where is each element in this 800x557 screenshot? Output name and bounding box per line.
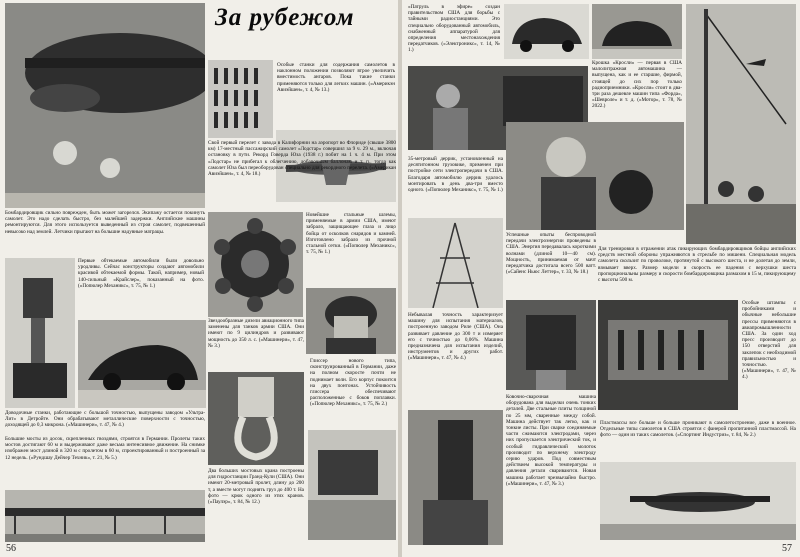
- engine-photo: [208, 212, 303, 317]
- target-tower-illustration: [686, 4, 796, 244]
- caption-machine-tools: Особые станки для содержания самолетов в наклонном положении позволяют втрое увеличить вместимость ангаров. Пока такие станки применяются только для легких машин. («Америкэн Авиэйшен», т. 4, № 13.): [277, 62, 395, 93]
- bomber-photo: [5, 3, 205, 208]
- streamlined-car-illustration: [78, 320, 206, 408]
- glider-boat-illustration: [308, 430, 396, 540]
- radial-engine-illustration: [208, 212, 303, 317]
- helmet-soldier-illustration: [306, 288, 396, 354]
- left-page-number: 56: [6, 543, 16, 554]
- caption-forging-machine: Ковочно-сварочная машина оборудована для выделки очень тонких деталей. Две стальные плиты толщиной по 25 мм, сваренные между собой. Машина действует так легко, как и тонкие листы. При сварке соединяемые части сжимаются электродами, через них пропускается электрический ток, и особый гидравлический молоток производит по верхнему электроду серию ударов. Под совместным действием высокой температуры и давления детали свариваются. Новая машина работает чрезвычайно быстро. («Машинери», т. 47, № 3.): [506, 394, 596, 487]
- page-heading: За рубежом: [215, 4, 355, 31]
- crosley-car-photo: [592, 4, 682, 59]
- caption-cranes: Два больших мостовых крана построены для гидростанции Гранд-Кули (США). Они имеют 20-метровый пролет, длину до 200 т, а вместе могут поднять груз до 400 т. На фото — крюк одного из этих кранов. («Паулэр», т. 84, № 12.): [208, 468, 304, 506]
- left-page: [0, 0, 398, 557]
- right-page-number: 57: [782, 543, 792, 554]
- caption-streamlined-car: Первые обтекаемые автомобили были довольно уродливы. Сейчас конструкторы создают автомобили красивой обтекаемой формы. Такой, например, новый 140-сильный «Крайслер», показанный на фото. («Попюлер Механикс», т. 75, № 1.): [78, 258, 204, 289]
- caption-plastic-planes: Пластмассы все больше и больше проникают в самолетостроение, даже в военное. Отдельные типы самолетов в США строятся с фанерой пропитанной пластмассой. На фото — один из таких самолетов. («Спортинг Индустриз», т. 84, № 2.): [600, 420, 796, 439]
- forging-welding-illustration: [408, 410, 503, 545]
- bridge-photo: [5, 490, 205, 542]
- welding-machine-photo: [408, 410, 503, 545]
- press-photo: [598, 300, 738, 410]
- caption-crosley: Крошка «Кросли» — первая в США малолитражная автомашина — выпущена, как и ее старшие, фирмой, стоящей до сих пор только радиоприемники. «Кросли» стоит в два-три раза дешевле машин типа «Форда», «Шевроле» и т. д. («Мотор», т. 78, № 2022.): [592, 60, 682, 110]
- wooden-bridge-illustration: [5, 490, 205, 542]
- glider-photo: [308, 430, 396, 540]
- caption-precision-milling: Небывалая точность характеризует машину для испытания материалов, построенную заводом Риле (США). Она развивает давление до 300 т и измеряет его с точностью до 0,06%. Машина предназначена для испытания изделий, инструментов и других работ. («Машинери», т. 47, № 4.): [408, 312, 503, 362]
- caption-diesels: Звездообразные дизели авиационного типа заменены для танков армии США. Они имеют по 9 цилиндров и развивают мощность до 350 л. с. («Машинери», т. 47, № 3.): [208, 318, 304, 349]
- crane-hook-illustration: [208, 372, 304, 465]
- crane-hook-photo: [208, 372, 304, 465]
- caption-derrick: 35-метровый деррик, установленный на десятитонном грузовике, применен при постройке сети электропередачи в США. Благодаря автомобилю деррик удалось монтировать в день два-три вместо одного. («Попюлер Механикс», т. 75, № 1.): [408, 156, 503, 194]
- caption-bridges: Большие мосты из досок, скрепленных гвоздями, строятся в Германии. Пролеты таких мостов достигают 60 м и выдерживают даже весьма интенсивное движение. На снимке изображен мост длиной в 320 м с пролетом в 60 м, спроектированный и построенный за 12 недель. («Рундшау Дейчер Техник», т. 21, № 5.): [5, 436, 205, 461]
- precision-machine-illustration: [5, 258, 75, 408]
- scientist-photo: [506, 122, 684, 230]
- caption-record-flight: Свой первый перелет с завода в Калифорнии на аэропорт во Флориде (свыше 3800 км) 17-местный пассажирский самолет «Лодстар» совершил за 9 ч. 29 м., включая остановку в пути. Рекорд Говерда Юза (1938 г.) побит на 1 ч. 4 м. При этом «Лодстар» не прибегал к облегчению, добавочным баллонам и т. п., тогда как самолет Юза был переоборудован специально для рекордного перелета. («Американ Авиэйшен», т. 4, № 18.): [208, 140, 396, 178]
- plane-photo: [600, 462, 796, 540]
- caption-bombers: Бомбардировщик сильно поврежден, быть может загорелся. Экипажу остается покинуть самолет. Это надо сделать быстро, без малейшей задержки. Английские машины ремонтируются. Для этого используется выведенный из строя самолет, подвешенный невысоко над землей. Летчики прыгают на большие надувные матрацы.: [5, 210, 205, 235]
- plastic-plane-illustration: [600, 462, 796, 540]
- right-page: [402, 0, 800, 557]
- crosley-car-illustration: [592, 4, 682, 59]
- caption-patrol-car: «Патруль в эфире» создан правительством США для борьбы с тайными радиостанциями. Это специально оборудованный автомобиль, снабженный аппаратурой для определения местонахождения передатчиков. («Электроникс», т. 14, № 1.): [408, 4, 500, 54]
- caption-radio-power: Успешные опыты беспроводной передачи электроэнергии проведены в США. Энергия передавалась короткими волнами (длиной 10—40 см). Мощность, принимаемая от мачт передатчика достигала всего 500 ватт. («Сайенс Ньюс Леттер», т. 33, № 18.): [506, 232, 596, 276]
- patrol-car-photo: [504, 4, 589, 59]
- lathe-photo: [5, 258, 75, 408]
- caption-training-targets: Для тренировки в отражении атак пикирующих бомбардировщиков бойцы английских средств местной обороны упражняются в стрельбе по мишени. Специальная модель самолета скользит по проволоке, протянутой с высокого шеста, и не долетая до земли, взмывает вверх. Размер модели и скорость ее падения с верхушки шеста пропорциональны размеру и скорости бомбардировщика размахом в 15 м, пикирующему с высоты 500 м.: [598, 246, 796, 284]
- power-tower-photo: [408, 218, 503, 308]
- caption-precision-tools: Доводочные станки, работающие с большой точностью, выпущены заводом «Ультра-Лит» в Детройте. Они обрабатывают металлические поверхности с точностью, доходящей до 0,3 микрона. («Машинери», т. 47, № 4.): [5, 410, 205, 429]
- rivets-photo: [208, 60, 273, 138]
- patrol-car-illustration: [504, 4, 589, 59]
- caption-helmets: Новейшие стальные шлемы, применяемые в армии США, имеют забрало, защищающее глаза и лицо бойца от осколков снарядов и камней. Изготовлено забрало из прочной стальной сетки. («Попюлер Механикс», т. 75, № 1.): [306, 212, 396, 256]
- press-stamp-illustration: [598, 300, 738, 410]
- caption-glider: Глиссер нового типа, сконструированный в Германии, даже на полном скоросте почти не поднимает волн. Его корпус покоится на двух понтонах. Устойчивость глиссера обеспечивают расположенные с боков поплавки. («Попюлер Механикс», т. 75, № 2.): [310, 358, 396, 408]
- scientist-camera-illustration: [506, 122, 684, 230]
- bomber-illustration: [5, 3, 205, 208]
- car-photo: [78, 320, 206, 408]
- rivets-illustration: [208, 60, 273, 138]
- power-tower-illustration: [408, 218, 503, 308]
- tower-scene-photo: [686, 4, 796, 244]
- helmet-photo: [306, 288, 396, 354]
- testing-machine-photo: [506, 300, 596, 390]
- testing-machine-illustration: [506, 300, 596, 390]
- caption-stamps: Особые штампы с пробойниками и обычные небольшие прессы применяются в авиапромышленности США. За один ход пресс производит до 150 отверстий для заклепок с необходимой правильностью и точностью. («Машинери», т. 47, № 4.): [742, 300, 796, 381]
